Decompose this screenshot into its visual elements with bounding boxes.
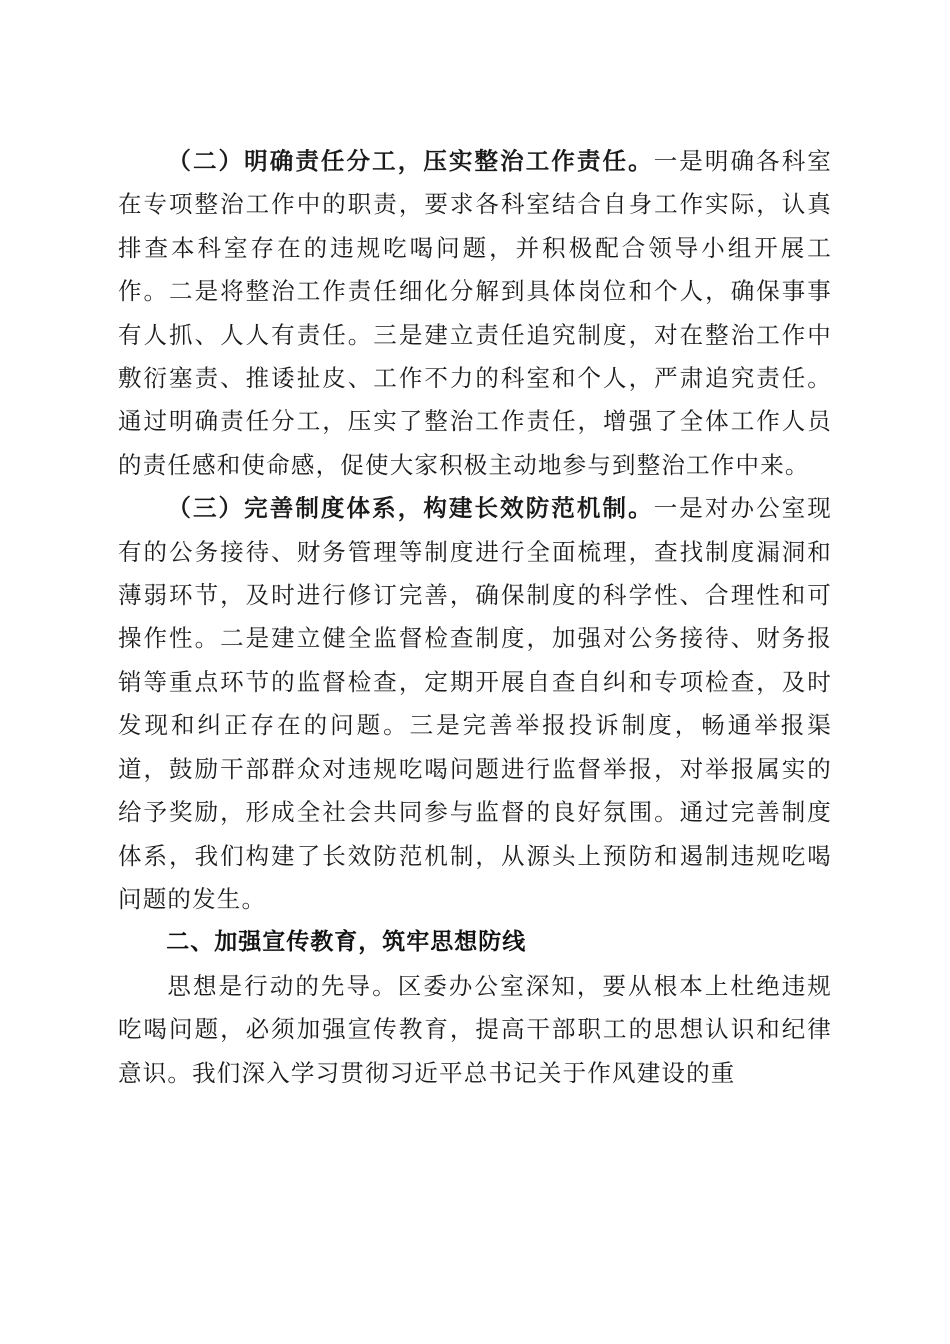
paragraph-section-2: [118, 140, 832, 487]
paragraph-section-3: [118, 487, 832, 921]
document-body: [118, 140, 832, 1095]
section-3-body: 一是对办公室现有的公务接待、财务管理等制度进行全面梳理，查找制度漏洞和薄弱环节，及时进行修订完善，确保制度的科学性、合理性和可操作性。二是建立健全监督检查制度，加强对公务接待、财务报销等重点环节的监督检查，定期开展自查自纠和专项检查，及时发现和纠正存在的问题。三是完善举报投诉制度，畅通举报渠道，鼓励干部群众对违规吃喝问题进行监督举报，对举报属实的给予奖励，形成全社会共同参与监督的良好氛围。通过完善制度体系，我们构建了长效防范机制，从源头上预防和遏制违规吃喝问题的发生。: [118, 494, 832, 913]
heading-section-two: 二、加强宣传教育，筑牢思想防线: [166, 929, 527, 956]
section-3-lead: （三）完善制度体系，构建长效防范机制。: [167, 494, 654, 523]
section-2-body: 一是明确各科室在专项整治工作中的职责，要求各科室结合自身工作实际，认真排查本科室存在的违规吃喝问题，并积极配合领导小组开展工作。二是将整治工作责任细化分解到具体岗位和个人，确保事事有人抓、人人有责任。三是建立责任追究制度，对在整治工作中敷衍塞责、推诿扯皮、工作不力的科室和个人，严肃追究责任。通过明确责任分工，压实了整治工作责任，增强了全体工作人员的责任感和使命感，促使大家积极主动地参与到整治工作中来。: [118, 147, 832, 479]
paragraph-final: 思想是行动的先导。区委办公室深知，要从根本上杜绝违规吃喝问题，必须加强宣传教育，提高干部职工的思想认识和纪律意识。我们深入学习贯彻习近平总书记关于作风建设的重: [118, 971, 832, 1087]
section-2-lead: （二）明确责任分工，压实整治工作责任。: [167, 147, 654, 175]
